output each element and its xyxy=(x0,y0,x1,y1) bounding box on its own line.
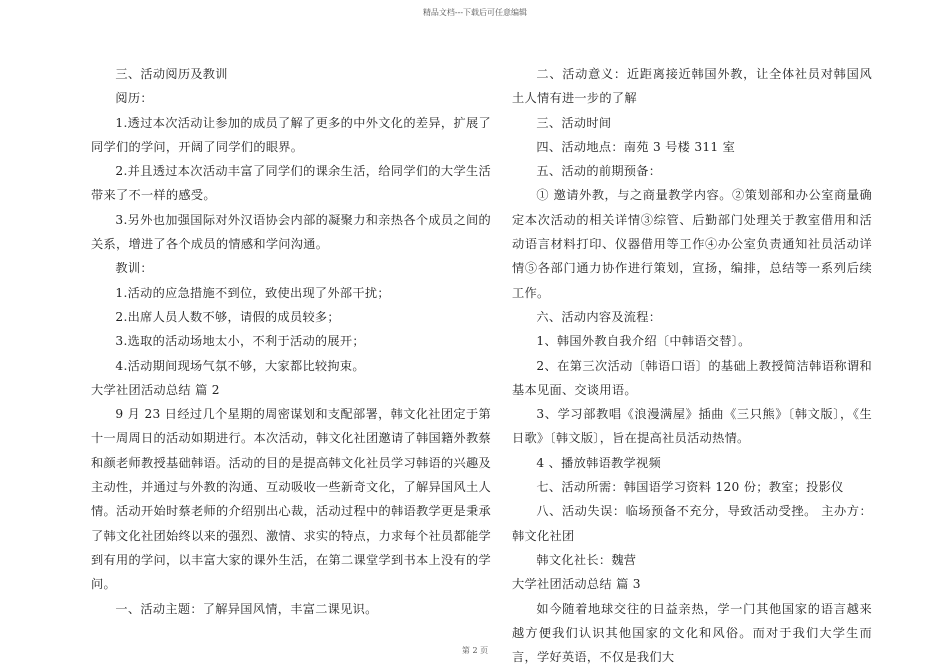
right-text-column xyxy=(512,62,872,669)
paragraph: 9 月 23 日经过几个星期的周密谋划和支配部署，韩文化社团定于第十一周周日的活动如期进行。本次活动，韩文化社团邀请了韩国籍外教蔡和颜老师教授基础韩语。活动的目的是提高韩文化社员学习韩语的兴趣及主动性，并通过与外教的沟通、互动吸收一些新奇文化，了解异国风土人情。活动开始时蔡老师的介绍别出心裁，活动过程中的韩语教学更是秉承了韩文化社团始终以来的强烈、激情、求实的特点，力求每个社员都能学到有用的学问，以丰富大家的课外生活，在第二课堂学到书本上没有的学问。 xyxy=(91,407,491,592)
left-text-column xyxy=(91,62,491,621)
paragraph: 三、活动时间 xyxy=(536,115,612,130)
paragraph: 4.活动期间现场气氛不够，大家都比较拘束。 xyxy=(115,358,365,373)
paragraph: 三、活动阅历及教训 xyxy=(115,67,228,81)
page-number: 第 2 页 xyxy=(461,646,489,655)
paragraph: 3.另外也加强国际对外汉语协会内部的凝聚力和亲热各个成员之间的关系，增进了各个成员的情感和学问沟通。 xyxy=(91,212,491,252)
section-heading: 大学社团活动总结 篇 3 xyxy=(512,577,641,592)
paragraph: 2.并且透过本次活动丰富了同学们的课余生活，给同学们的大学生活带来了不一样的感受。 xyxy=(91,164,491,203)
paragraph: 七、活动所需：韩国语学习资料 120 份；教室；投影仪 xyxy=(536,480,844,495)
paragraph: 1、韩国外教自我介绍〔中韩语交替〕。 xyxy=(536,334,751,349)
paragraph: 3、学习部教唱《浪漫满屋》插曲《三只熊》〔韩文版〕，《生日歌》〔韩文版〕，旨在提高社员活动热情。 xyxy=(512,407,872,446)
paragraph: 4 、播放韩语教学视频 xyxy=(536,455,662,470)
paragraph: 八、活动失误：临场预备不充分，导致活动受挫。 主办方：韩文化社团 xyxy=(512,504,872,543)
paragraph: 四、活动地点：南苑 3 号楼 311 室 xyxy=(536,139,736,154)
section-heading: 大学社团活动总结 篇 2 xyxy=(91,382,220,397)
paragraph: 1.活动的应急措施不到位，致使出现了外部干扰； xyxy=(115,285,390,300)
paragraph: 五、活动的前期预备： xyxy=(536,164,662,179)
paragraph: 教训： xyxy=(115,261,153,276)
paragraph: 二、活动意义：近距离接近韩国外教，让全体社员对韩国风土人情有进一步的了解 xyxy=(512,67,872,106)
paragraph: 六、活动内容及流程： xyxy=(536,309,662,324)
paragraph: 如今随着地球交往的日益亲热，学一门其他国家的语言越来越方便我们认识其他国家的文化和风俗。而对于我们大学生而言，学好英语，不仅是我们大 xyxy=(512,601,872,665)
page-header-note: 精品文档---下载后可任意编辑 xyxy=(422,8,528,17)
paragraph: 韩文化社长：魏营 xyxy=(536,552,637,567)
paragraph: 2.出席人员人数不够，请假的成员较多； xyxy=(115,309,340,324)
paragraph: 阅历： xyxy=(115,91,153,106)
paragraph: 1.透过本次活动让参加的成员了解了更多的中外文化的差异，扩展了同学们的学问，开阔了同学们的眼界。 xyxy=(91,115,491,154)
paragraph: 一、活动主题：了解异国风情，丰富二课见识。 xyxy=(115,601,378,616)
paragraph: ① 邀请外教，与之商量教学内容。②策划部和办公室商量确定本次活动的相关详情③综管、后勤部门处理关于教室借用和活动语言材料打印、仪器借用等工作④办公室负责通知社员活动详情⑤各部门通力协作进行策划，宣扬，编排，总结等一系列后续工作。 xyxy=(512,188,872,300)
paragraph: 3.选取的活动场地太小，不利于活动的展开； xyxy=(115,334,365,349)
paragraph: 2、在第三次活动〔韩语口语〕的基础上教授简洁韩语称谓和基本见面、交谈用语。 xyxy=(512,358,872,397)
